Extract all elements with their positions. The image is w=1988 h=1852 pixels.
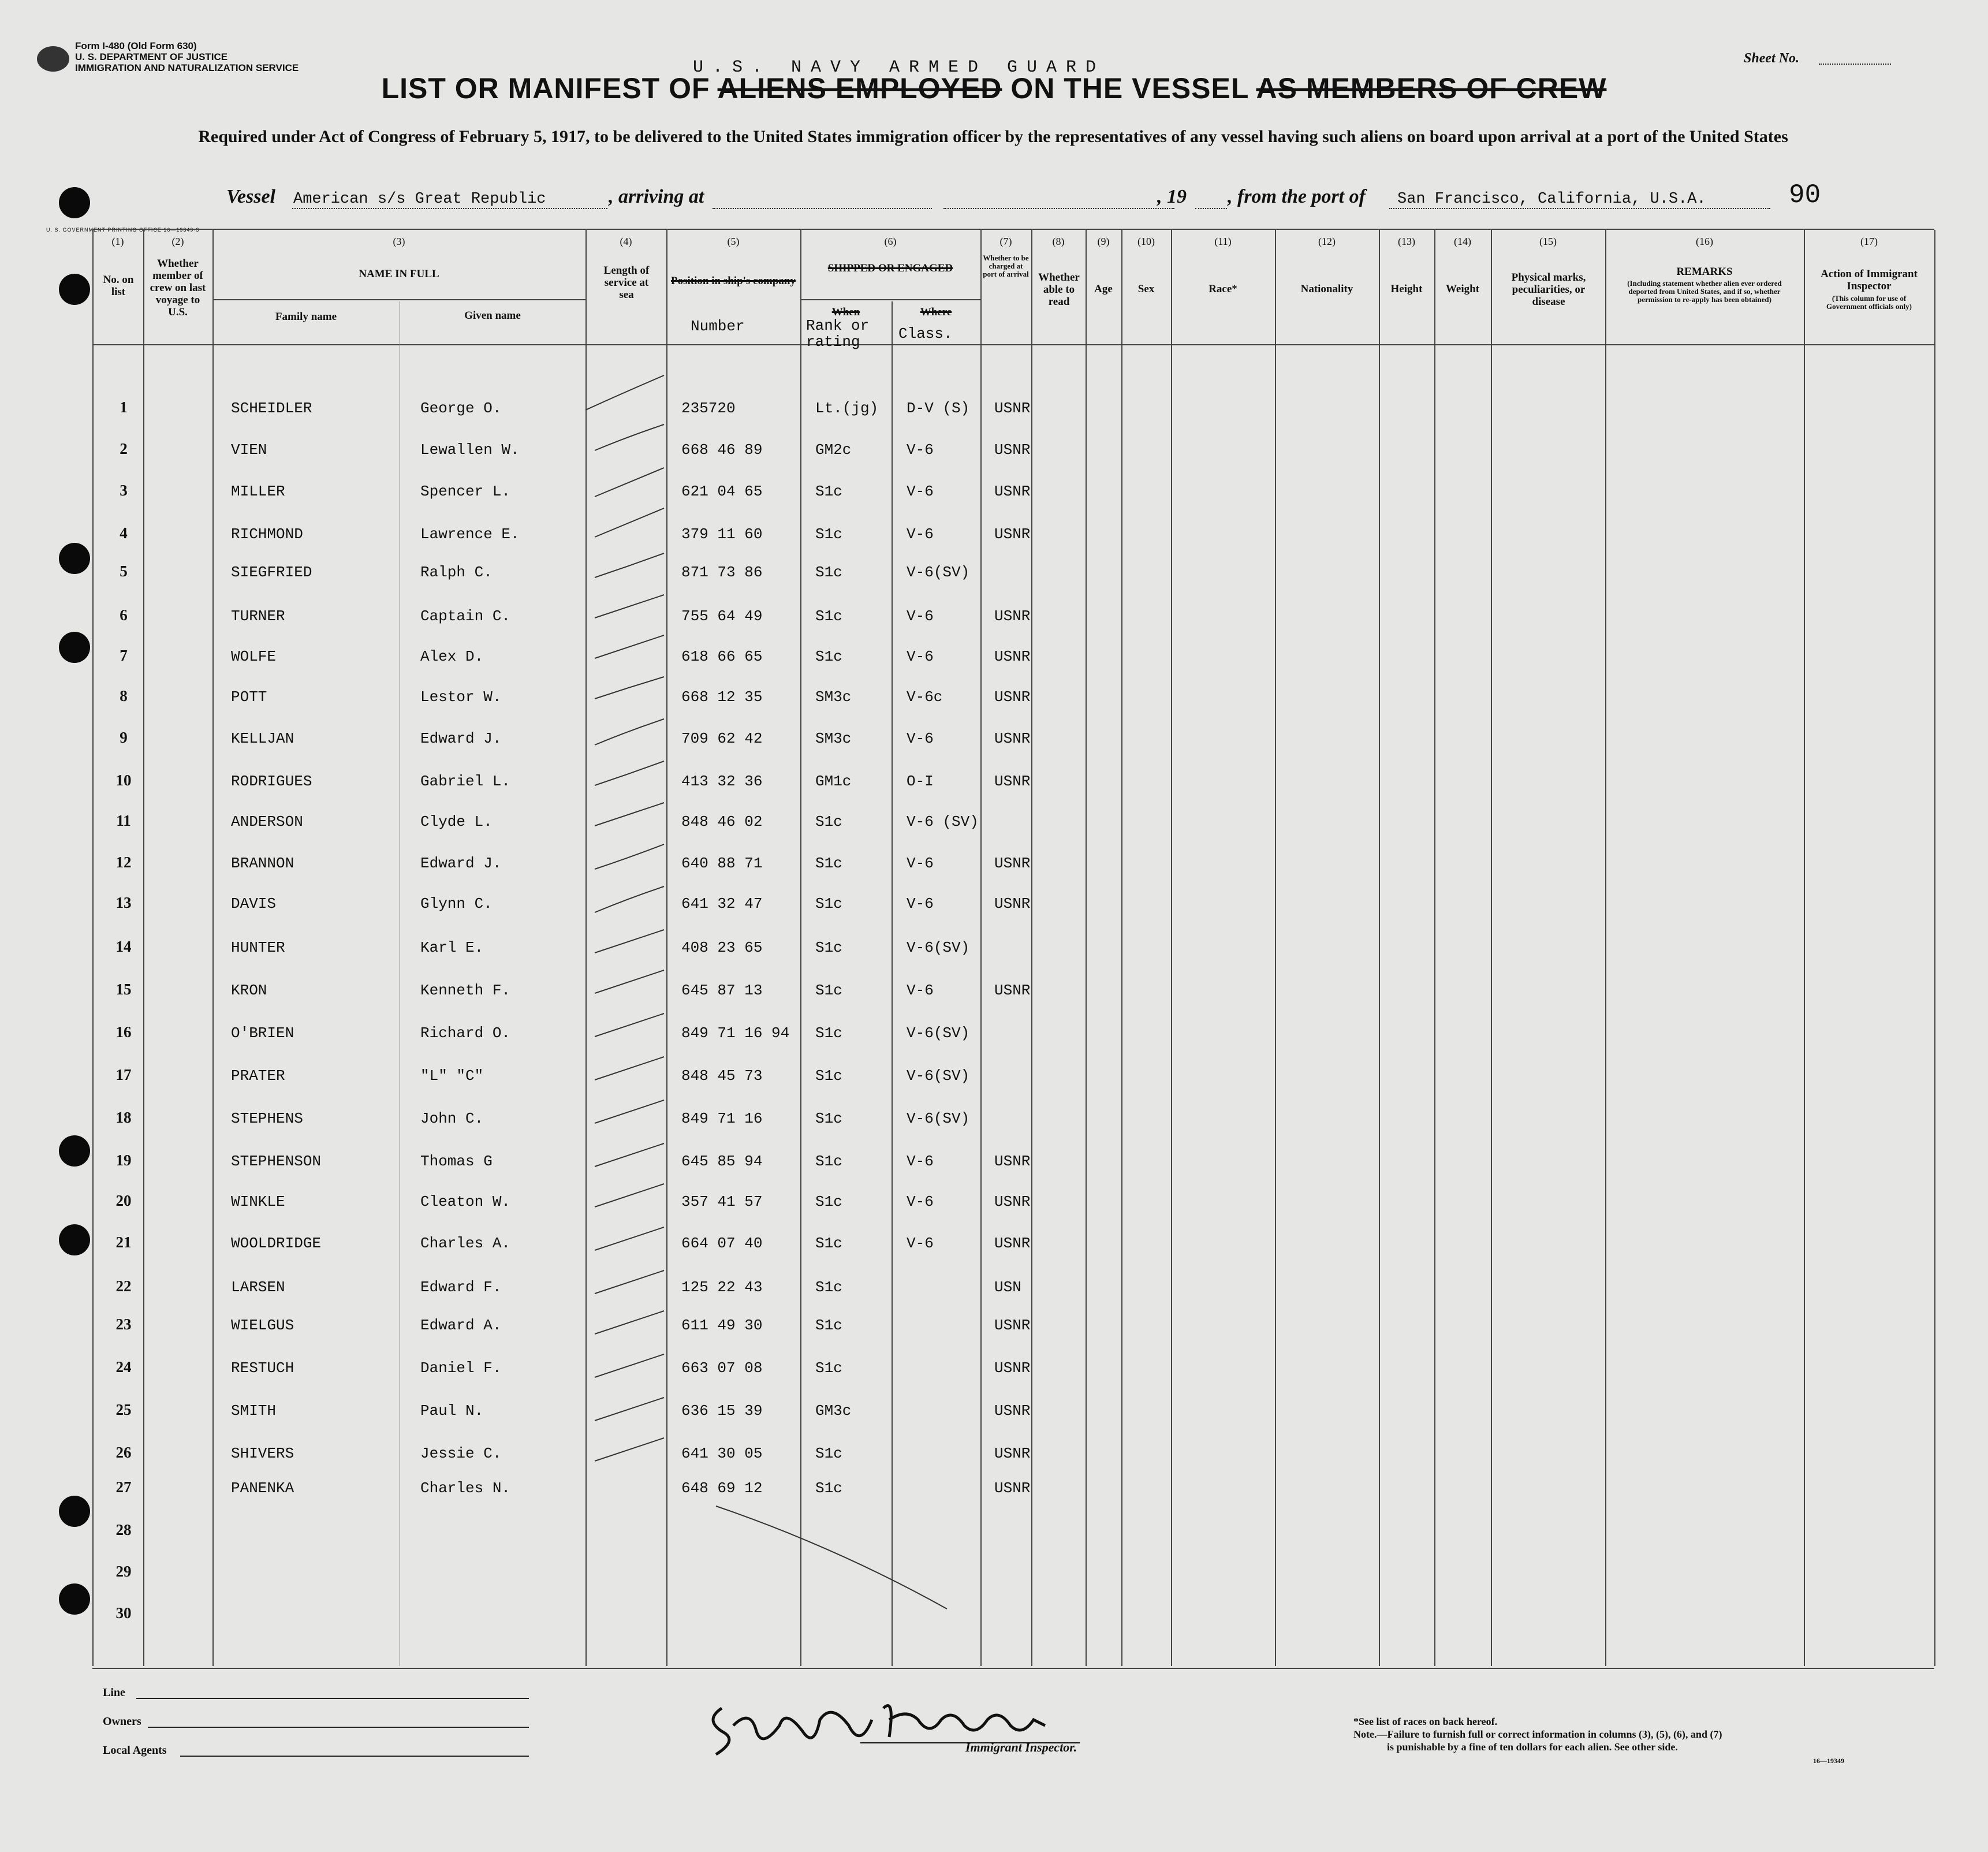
cell-family: SMITH — [231, 1402, 277, 1419]
row-number: 26 — [115, 1444, 132, 1461]
cell-number: 848 45 73 — [681, 1067, 763, 1085]
cell-number: 621 04 65 — [681, 483, 763, 500]
row-number: 8 — [120, 687, 128, 705]
row-number: 27 — [115, 1478, 132, 1496]
cell-rank: S1c — [815, 1359, 842, 1377]
cell-family: ANDERSON — [231, 813, 303, 830]
owners-field[interactable] — [148, 1727, 529, 1728]
cell-status: USNR — [994, 982, 1031, 999]
row-number: 13 — [115, 894, 132, 911]
cell-rank: S1c — [815, 526, 842, 543]
title-struck-aliens: ALIENS EMPLOYED — [717, 72, 1002, 105]
cell-given: Charles A. — [420, 1235, 511, 1252]
cell-family: DAVIS — [231, 895, 277, 912]
col-header-shipped-struck: SHIPPED OR ENGAGED — [827, 262, 953, 274]
row-number: 4 — [120, 524, 128, 542]
line-label: Line — [103, 1686, 125, 1699]
cell-family: SHIVERS — [231, 1445, 294, 1462]
column-number: (9) — [1097, 236, 1110, 247]
row-number: 22 — [115, 1277, 132, 1295]
col-header-nationality: Nationality — [1300, 283, 1353, 295]
cell-class: V-6 — [907, 1235, 934, 1252]
from-port-value: San Francisco, California, U.S.A. — [1397, 191, 1706, 208]
cell-given: Glynn C. — [420, 895, 493, 912]
cell-family: KRON — [231, 982, 267, 999]
cell-rank: S1c — [815, 895, 842, 912]
cell-family: RESTUCH — [231, 1359, 294, 1377]
cell-number: 663 07 08 — [681, 1359, 763, 1377]
cell-given: Edward F. — [420, 1279, 502, 1296]
cell-given: Lestor W. — [420, 688, 502, 706]
cell-class: V-6(SV) — [907, 939, 970, 956]
cell-rank: S1c — [815, 1445, 842, 1462]
cell-given: Karl E. — [420, 939, 484, 956]
cell-class: V-6 — [907, 1153, 934, 1170]
cell-rank: S1c — [815, 1235, 842, 1252]
cell-status: USNR — [994, 688, 1031, 706]
row-number: 25 — [115, 1401, 132, 1418]
cell-rank: S1c — [815, 1317, 842, 1334]
arriving-label: , arriving at — [609, 186, 704, 207]
row-number: 5 — [120, 562, 128, 580]
col-header-sex: Sex — [1137, 283, 1155, 295]
col-header-physical-marks: Physical marks, peculiarities, or disease — [1511, 271, 1586, 308]
row-number: 28 — [115, 1521, 132, 1538]
owners-label: Owners — [103, 1715, 141, 1728]
cell-class: V-6 — [907, 526, 934, 543]
cell-number: 641 30 05 — [681, 1445, 763, 1462]
row-number: 10 — [115, 772, 132, 789]
cell-status: USNR — [994, 1153, 1031, 1170]
cell-class: V-6 — [907, 483, 934, 500]
line-field[interactable] — [136, 1698, 529, 1699]
cell-status: USNR — [994, 1317, 1031, 1334]
row-number: 6 — [120, 606, 128, 624]
cell-given: Clyde L. — [420, 813, 493, 830]
handwritten-sheet-number: 90 — [1789, 180, 1821, 210]
cell-status: USNR — [994, 1445, 1031, 1462]
department-name: U. S. DEPARTMENT OF JUSTICE — [75, 51, 228, 62]
cell-class: V-6 — [907, 608, 934, 625]
penalty-note-2: is punishable by a fine of ten dollars for each alien. See other side. — [1387, 1741, 1678, 1753]
col-header-number-typed: Number — [691, 318, 745, 335]
cell-class: V-6 — [907, 982, 934, 999]
cell-family: WOLFE — [231, 648, 277, 665]
cell-number: 849 71 16 — [681, 1110, 763, 1127]
cell-rank: S1c — [815, 1279, 842, 1296]
cell-class: V-6(SV) — [907, 1110, 970, 1127]
form-code: 16—19349 — [1813, 1757, 1844, 1765]
cell-status: USNR — [994, 773, 1031, 790]
column-number: (2) — [171, 236, 184, 247]
footer-notes — [1353, 1715, 1722, 1753]
column-number: (14) — [1454, 236, 1471, 247]
col-header-discharged: Whether to be charged at port of arrival — [983, 254, 1029, 278]
cell-number: 668 46 89 — [681, 441, 763, 459]
column-number: (11) — [1214, 236, 1232, 247]
cell-status: USNR — [994, 608, 1031, 625]
row-number: 30 — [115, 1604, 132, 1622]
cell-given: John C. — [420, 1110, 484, 1127]
cell-status: USNR — [994, 1359, 1031, 1377]
cell-status: USNR — [994, 1235, 1031, 1252]
cell-number: 664 07 40 — [681, 1235, 763, 1252]
page-subtitle: Required under Act of Congress of February 5, 1917, to be delivered to the United States immigration officer by the representatives of any vessel having such aliens on board upon arrival at a port of the United States — [198, 127, 1788, 146]
cell-given: Charles N. — [420, 1480, 511, 1497]
cell-rank: S1c — [815, 813, 842, 830]
cell-class: V-6(SV) — [907, 1024, 970, 1042]
row-number: 21 — [115, 1234, 132, 1251]
cell-class: V-6 — [907, 441, 934, 459]
cell-status: USNR — [994, 730, 1031, 747]
cell-family: PANENKA — [231, 1480, 294, 1497]
row-number: 19 — [115, 1152, 132, 1169]
column-number: (5) — [727, 236, 740, 247]
cell-given: Edward A. — [420, 1317, 502, 1334]
cell-given: Daniel F. — [420, 1359, 502, 1377]
cell-given: "L" "C" — [420, 1067, 484, 1085]
cell-family: KELLJAN — [231, 730, 294, 747]
cell-class: D-V (S) — [907, 400, 970, 417]
cell-number: 640 88 71 — [681, 855, 763, 872]
cell-class: V-6 — [907, 648, 934, 665]
col-header-family-name: Family name — [275, 311, 337, 323]
col-header-race: Race* — [1209, 283, 1237, 295]
row-number: 1 — [120, 398, 128, 416]
column-number: (15) — [1539, 236, 1557, 247]
cell-status: USNR — [994, 895, 1031, 912]
cell-number: 849 71 16 94 — [681, 1024, 790, 1042]
cell-status: USNR — [994, 855, 1031, 872]
cell-status: USNR — [994, 1402, 1031, 1419]
cell-class: V-6(SV) — [907, 1067, 970, 1085]
col-header-age: Age — [1094, 283, 1113, 295]
row-number: 29 — [115, 1563, 132, 1580]
cell-family: RICHMOND — [231, 526, 303, 543]
cell-rank: S1c — [815, 1067, 842, 1085]
cell-number: 413 32 36 — [681, 773, 763, 790]
cell-rank: S1c — [815, 1480, 842, 1497]
cell-rank: GM3c — [815, 1402, 852, 1419]
cell-family: LARSEN — [231, 1279, 285, 1296]
cell-given: Spencer L. — [420, 483, 511, 500]
sheet-number-label: Sheet No. — [1744, 51, 1799, 66]
cell-given: Gabriel L. — [420, 773, 511, 790]
col-header-able-to-read: Whether able to read — [1038, 271, 1080, 308]
cell-class: V-6(SV) — [907, 564, 970, 581]
cell-rank: GM1c — [815, 773, 852, 790]
cell-number: 408 23 65 — [681, 939, 763, 956]
cell-class: V-6 (SV) — [907, 813, 979, 830]
cell-family: POTT — [231, 688, 267, 706]
cell-rank: S1c — [815, 982, 842, 999]
column-number: (7) — [999, 236, 1012, 247]
row-number: 24 — [115, 1358, 132, 1376]
cell-class: V-6 — [907, 1193, 934, 1210]
race-note: *See list of races on back hereof. — [1353, 1716, 1498, 1727]
cell-family: STEPHENSON — [231, 1153, 322, 1170]
cell-family: TURNER — [231, 608, 285, 625]
column-number: (1) — [111, 236, 124, 247]
cell-given: Kenneth F. — [420, 982, 511, 999]
row-number: 15 — [115, 981, 132, 998]
title-part-b: ON THE VESSEL — [1002, 72, 1256, 105]
cell-class: V-6 — [907, 895, 934, 912]
row-number: 12 — [115, 854, 132, 871]
cell-family: WINKLE — [231, 1193, 285, 1210]
cell-number: 618 66 65 — [681, 648, 763, 665]
inspector-label: Immigrant Inspector. — [965, 1740, 1077, 1754]
overtyped-title: U.S. NAVY ARMED GUARD — [693, 58, 1106, 77]
cell-status: USNR — [994, 526, 1031, 543]
column-number: (17) — [1860, 236, 1878, 247]
cell-given: Thomas G — [420, 1153, 493, 1170]
row-number: 18 — [115, 1109, 132, 1126]
col-header-remarks-note: (Including statement whether alien ever ordered deported from United States, and if so, whether permission to re-apply has been obtained) — [1627, 279, 1782, 304]
cell-given: Captain C. — [420, 608, 511, 625]
cell-rank: S1c — [815, 648, 842, 665]
cell-rank: S1c — [815, 564, 842, 581]
col-header-weight: Weight — [1445, 283, 1480, 295]
col-header-height: Height — [1390, 283, 1423, 295]
col-header-inspector-action: Action of Immigrant Inspector — [1821, 268, 1918, 292]
cell-family: MILLER — [231, 483, 285, 500]
cell-family: STEPHENS — [231, 1110, 303, 1127]
cell-number: 379 11 60 — [681, 526, 763, 543]
cell-status: USN — [994, 1279, 1021, 1296]
cell-number: 125 22 43 — [681, 1279, 763, 1296]
column-number: (3) — [393, 236, 405, 247]
col-header-given-name: Given name — [464, 310, 521, 322]
cell-family: VIEN — [231, 441, 267, 459]
cell-given: Edward J. — [420, 855, 502, 872]
cell-family: HUNTER — [231, 939, 285, 956]
row-number: 9 — [120, 729, 128, 746]
title-part-a: LIST OR MANIFEST OF — [381, 72, 718, 105]
cell-class: O-I — [907, 773, 934, 790]
cell-status: USNR — [994, 400, 1031, 417]
cell-given: Edward J. — [420, 730, 502, 747]
row-number: 7 — [120, 647, 128, 664]
col-header-when-struck: When — [831, 306, 860, 318]
cell-family: O'BRIEN — [231, 1024, 294, 1042]
vessel-label: Vessel — [226, 186, 275, 207]
cell-given: Alex D. — [420, 648, 484, 665]
cell-rank: S1c — [815, 1024, 842, 1042]
cell-status: USNR — [994, 648, 1031, 665]
cell-family: WOOLDRIDGE — [231, 1235, 322, 1252]
cell-number: 871 73 86 — [681, 564, 763, 581]
col-header-crew-member: Whether member of crew on last voyage to U.S. — [150, 258, 206, 318]
col-header-number: No. on list — [103, 274, 134, 298]
cell-given: Ralph C. — [420, 564, 493, 581]
cell-number: 645 85 94 — [681, 1153, 763, 1170]
cell-status: USNR — [994, 1480, 1031, 1497]
cell-family: PRATER — [231, 1067, 285, 1085]
row-number: 16 — [115, 1023, 132, 1041]
cell-family: SIEGFRIED — [231, 564, 312, 581]
cell-status: USNR — [994, 483, 1031, 500]
cell-given: Jessie C. — [420, 1445, 502, 1462]
cell-class: V-6 — [907, 730, 934, 747]
column-number: (6) — [884, 236, 897, 247]
cell-rank: GM2c — [815, 441, 852, 459]
year-label: , 19 — [1157, 186, 1187, 207]
column-number: (12) — [1318, 236, 1336, 247]
column-number: (10) — [1137, 236, 1155, 247]
cell-given: Paul N. — [420, 1402, 484, 1419]
form-number: Form I-480 (Old Form 630) — [75, 40, 197, 51]
row-number: 2 — [120, 440, 128, 457]
column-number: (13) — [1398, 236, 1415, 247]
cell-number: 636 15 39 — [681, 1402, 763, 1419]
penalty-note-1: Note.—Failure to furnish full or correct information in columns (3), (5), (6), and (7) — [1353, 1728, 1722, 1740]
col-header-service-length: Length of service at sea — [603, 264, 650, 301]
cell-number: 755 64 49 — [681, 608, 763, 625]
cell-class: V-6c — [907, 688, 943, 706]
cell-rank: S1c — [815, 608, 842, 625]
title-struck-crew: AS MEMBERS OF CREW — [1256, 72, 1607, 105]
cell-number: 235720 — [681, 400, 736, 417]
cell-rank: Lt.(jg) — [815, 400, 879, 417]
cell-number: 648 69 12 — [681, 1480, 763, 1497]
row-number: 23 — [115, 1316, 132, 1333]
cell-number: 668 12 35 — [681, 688, 763, 706]
col-header-inspector-note: (This column for use of Government officials only) — [1826, 294, 1912, 311]
cell-number: 611 49 30 — [681, 1317, 763, 1334]
cell-number: 848 46 02 — [681, 813, 763, 830]
cell-given: Lawrence E. — [420, 526, 520, 543]
col-header-rank-typed: Rank or rating — [806, 317, 870, 351]
cell-given: Lewallen W. — [420, 441, 520, 459]
cell-given: Richard O. — [420, 1024, 511, 1042]
cell-number: 709 62 42 — [681, 730, 763, 747]
cell-family: WIELGUS — [231, 1317, 294, 1334]
col-header-position-struck: Position in ship's company — [671, 275, 796, 287]
cell-number: 357 41 57 — [681, 1193, 763, 1210]
column-number: (8) — [1052, 236, 1065, 247]
col-header-where-struck: Where — [920, 306, 952, 318]
local-agents-field[interactable] — [180, 1756, 529, 1757]
cell-rank: S1c — [815, 483, 842, 500]
cell-family: BRANNON — [231, 855, 294, 872]
row-number: 11 — [116, 812, 131, 829]
cell-rank: S1c — [815, 1110, 842, 1127]
cell-class: V-6 — [907, 855, 934, 872]
row-number: 17 — [115, 1066, 132, 1083]
cell-family: RODRIGUES — [231, 773, 312, 790]
cell-status: USNR — [994, 441, 1031, 459]
cell-rank: SM3c — [815, 730, 852, 747]
local-agents-label: Local Agents — [103, 1744, 167, 1757]
printing-office-note: U. S. GOVERNMENT PRINTING OFFICE 16—19349-3 — [46, 227, 200, 233]
row-number: 14 — [115, 938, 132, 955]
col-header-class-typed: Class. — [898, 325, 953, 342]
cell-number: 641 32 47 — [681, 895, 763, 912]
row-number: 3 — [120, 482, 128, 499]
cell-number: 645 87 13 — [681, 982, 763, 999]
cell-rank: S1c — [815, 855, 842, 872]
col-header-name: NAME IN FULL — [359, 268, 439, 280]
cell-rank: S1c — [815, 939, 842, 956]
column-number: (4) — [620, 236, 632, 247]
row-number: 20 — [115, 1192, 132, 1209]
vessel-name: American s/s Great Republic — [293, 191, 546, 208]
col-header-remarks: REMARKS — [1676, 266, 1733, 278]
cell-given: George O. — [420, 400, 502, 417]
cell-rank: SM3c — [815, 688, 852, 706]
cell-status: USNR — [994, 1193, 1031, 1210]
cell-rank: S1c — [815, 1193, 842, 1210]
service-name: IMMIGRATION AND NATURALIZATION SERVICE — [75, 62, 299, 73]
cell-family: SCHEIDLER — [231, 400, 312, 417]
column-number: (16) — [1696, 236, 1713, 247]
cell-given: Cleaton W. — [420, 1193, 511, 1210]
cell-rank: S1c — [815, 1153, 842, 1170]
from-port-label: , from the port of — [1228, 186, 1366, 207]
